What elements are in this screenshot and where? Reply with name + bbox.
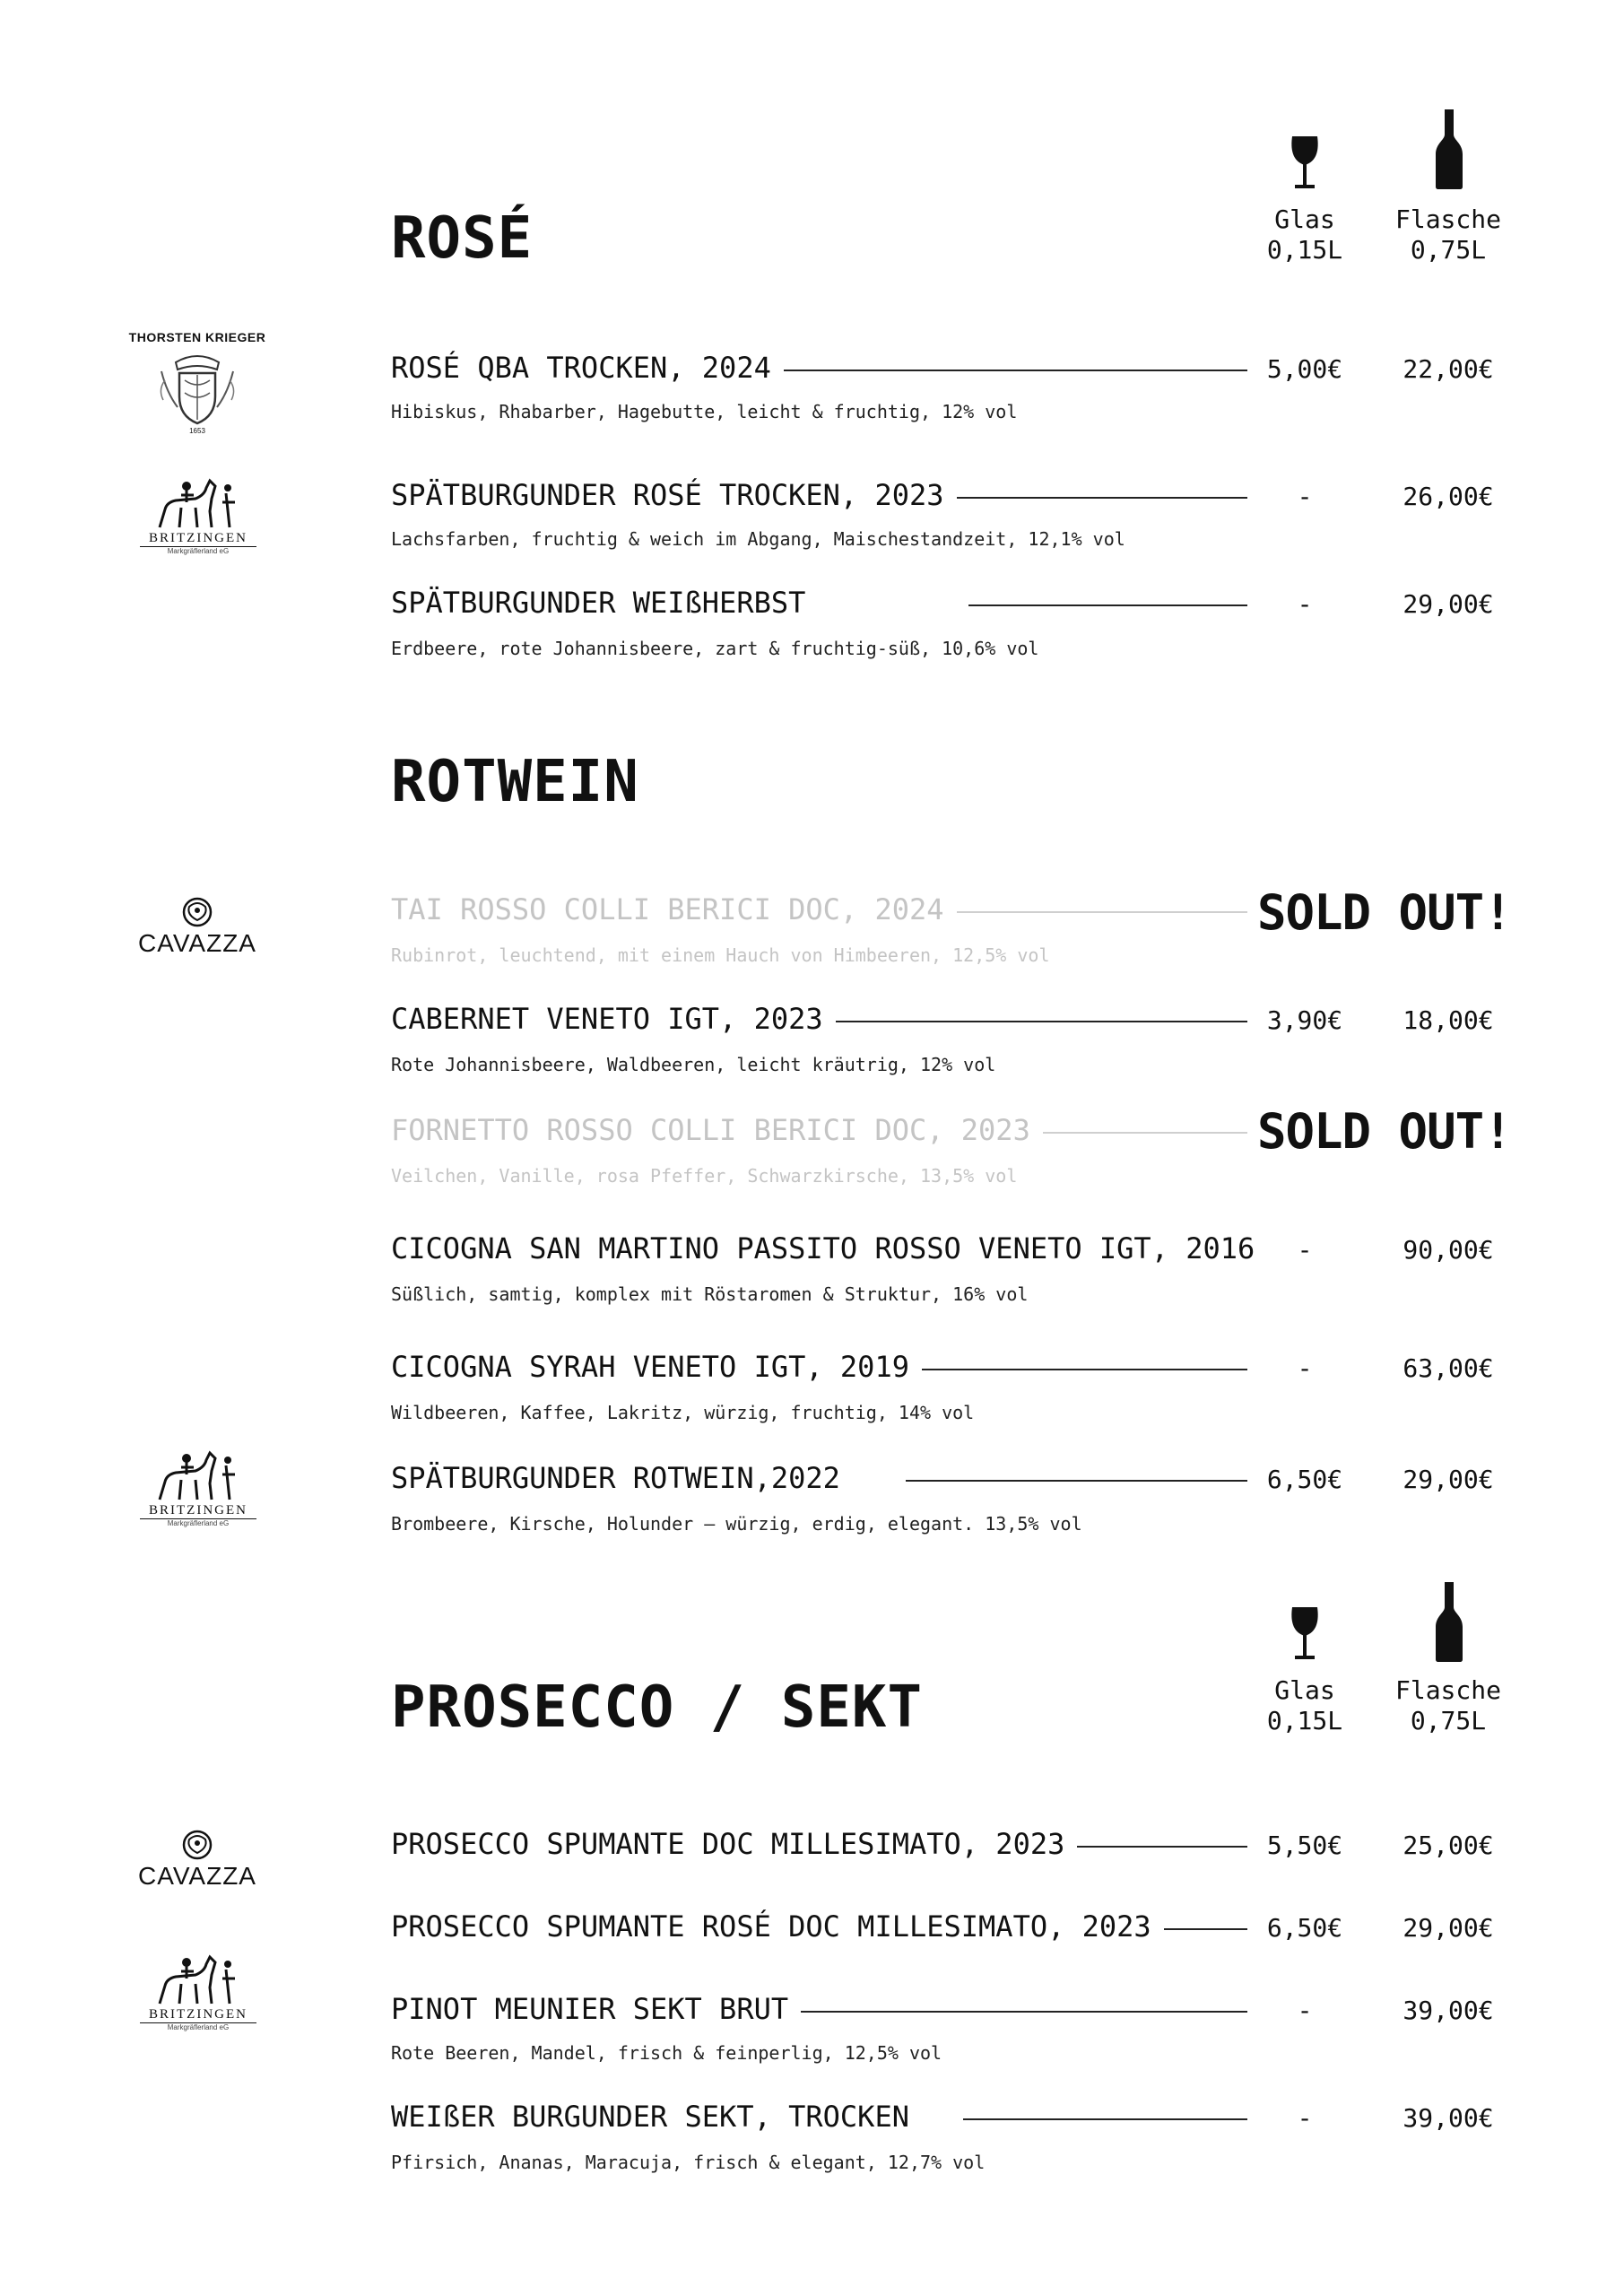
price-flasche: 26,00€ [1403,482,1494,511]
wine-name: SPÄTBURGUNDER WEIßHERBST [391,585,818,621]
column-header-glas [1238,1675,1372,1736]
leader-line [906,1480,1247,1482]
price-glas: 6,50€ [1266,1465,1343,1494]
rider-icon [140,1448,256,1503]
wine-name: SPÄTBURGUNDER ROTWEIN,2022 [391,1460,853,1496]
column-header-flasche [1381,204,1515,265]
price-glas: - [1297,2103,1313,2133]
section-title-rotwein: ROTWEIN [391,749,639,815]
price-glas: - [1297,1353,1313,1383]
flasche-size: 0,75L [1410,235,1487,265]
sold-out-label: SOLD OUT! [1257,884,1512,941]
wine-description: Hibiskus, Rhabarber, Hagebutte, leicht & fruchtig, 12% vol [391,401,1018,422]
crest-icon [126,344,269,434]
price-flasche: 25,00€ [1403,1831,1494,1860]
logo-britzingen-text: BRITZINGEN [140,2007,256,2023]
wine-description: Rote Beeren, Mandel, frisch & feinperlig, 12,5% vol [391,2042,942,2064]
logo-cavazza-text: CAVAZZA [138,929,256,957]
glas-size: 0,15L [1266,1706,1343,1735]
wine-name: CICOGNA SYRAH VENETO IGT, 2019 [391,1349,922,1385]
flasche-label: Flasche [1394,204,1501,234]
rider-icon [140,475,256,531]
wine-name: CABERNET VENETO IGT, 2023 [391,1001,836,1037]
leader-line [968,604,1247,606]
wine-name: PINOT MEUNIER SEKT BRUT [391,1991,801,2027]
glas-label: Glas [1274,204,1335,234]
flasche-size: 0,75L [1410,1706,1487,1735]
wine-description: Veilchen, Vanille, rosa Pfeffer, Schwarzkirsche, 13,5% vol [391,1165,1018,1187]
price-flasche: 22,00€ [1403,354,1494,384]
logo-cavazza [126,1828,269,1892]
wine-description: Süßlich, samtig, komplex mit Röstaromen & Struktur, 16% vol [391,1283,1029,1305]
wine-name: SPÄTBURGUNDER ROSÉ TROCKEN, 2023 [391,477,957,513]
leader-line [963,2118,1247,2120]
wine-description: Rubinrot, leuchtend, mit einem Hauch von Himbeeren, 12,5% vol [391,944,1050,966]
wine-description: Brombeere, Kirsche, Holunder – würzig, erdig, elegant. 13,5% vol [391,1513,1082,1535]
logo-cavazza-text: CAVAZZA [138,1862,256,1890]
price-flasche: 39,00€ [1403,1996,1494,2025]
wine-description: Wildbeeren, Kaffee, Lakritz, würzig, fruchtig, 14% vol [391,1402,975,1423]
wine-glass-icon [1288,135,1322,190]
wine-name: TAI ROSSO COLLI BERICI DOC, 2024 [391,891,957,927]
flasche-label: Flasche [1394,1675,1501,1705]
rider-icon [140,1952,256,2007]
logo-britzingen-text: BRITZINGEN [140,531,256,547]
section-title-rose: ROSÉ [391,205,534,272]
wine-name: PROSECCO SPUMANTE ROSÉ DOC MILLESIMATO, 2023 [391,1909,1164,1944]
price-glas: 5,00€ [1266,354,1343,384]
wine-name: PROSECCO SPUMANTE DOC MILLESIMATO, 2023 [391,1826,1077,1862]
price-flasche: 90,00€ [1403,1235,1494,1265]
column-header-glas [1238,204,1372,265]
glas-label: Glas [1274,1675,1335,1705]
price-glas: - [1297,1996,1313,2025]
wine-name: FORNETTO ROSSO COLLI BERICI DOC, 2023 [391,1112,1043,1148]
wine-description: Pfirsich, Ananas, Maracuja, frisch & elegant, 12,7% vol [391,2152,986,2173]
logo-britzingen-sub: Markgräflerland eG [167,2023,230,2031]
wine-name: ROSÉ QBA TROCKEN, 2024 [391,350,784,386]
cavazza-emblem-icon [126,895,269,929]
wine-bottle-icon [1434,1580,1464,1663]
wine-name: WEIßER BURGUNDER SEKT, TROCKEN [391,2099,922,2135]
wine-bottle-icon [1434,108,1464,190]
logo-britzingen [140,1952,256,2041]
price-flasche: 29,00€ [1403,1913,1494,1943]
wine-description: Erdbeere, rote Johannisbeere, zart & fruchtig-süß, 10,6% vol [391,638,1039,659]
price-glas: - [1297,482,1313,511]
logo-britzingen [140,475,256,565]
price-flasche: 39,00€ [1403,2103,1494,2133]
wine-glass-icon [1288,1605,1322,1661]
section-title-prosecco-sekt: PROSECCO / SEKT [391,1674,923,1741]
logo-britzingen [140,1448,256,1537]
price-flasche: 63,00€ [1403,1353,1494,1383]
price-glas: 6,50€ [1266,1913,1343,1943]
logo-britzingen-sub: Markgräflerland eG [167,547,230,555]
price-glas: - [1297,1235,1313,1265]
sold-out-label: SOLD OUT! [1257,1103,1512,1160]
price-flasche: 18,00€ [1403,1005,1494,1035]
price-flasche: 29,00€ [1403,1465,1494,1494]
price-flasche: 29,00€ [1403,589,1494,619]
cavazza-emblem-icon [126,1828,269,1862]
logo-krieger-text: THORSTEN KRIEGER [128,330,266,344]
logo-krieger-year: 1653 [189,427,205,435]
wine-description: Lachsfarben, fruchtig & weich im Abgang, Maischestandzeit, 12,1% vol [391,528,1125,550]
wine-description: Rote Johannisbeere, Waldbeeren, leicht kräutrig, 12% vol [391,1054,996,1075]
logo-cavazza [126,895,269,960]
price-glas: 5,50€ [1266,1831,1343,1860]
logo-britzingen-sub: Markgräflerland eG [167,1519,230,1527]
column-header-flasche [1381,1675,1515,1736]
logo-thorsten-krieger [126,330,269,438]
price-glas: - [1297,589,1313,619]
wine-name: CICOGNA SAN MARTINO PASSITO ROSSO VENETO IGT, 2016 [391,1231,1267,1266]
logo-britzingen-text: BRITZINGEN [140,1503,256,1519]
price-glas: 3,90€ [1266,1005,1343,1035]
glas-size: 0,15L [1266,235,1343,265]
